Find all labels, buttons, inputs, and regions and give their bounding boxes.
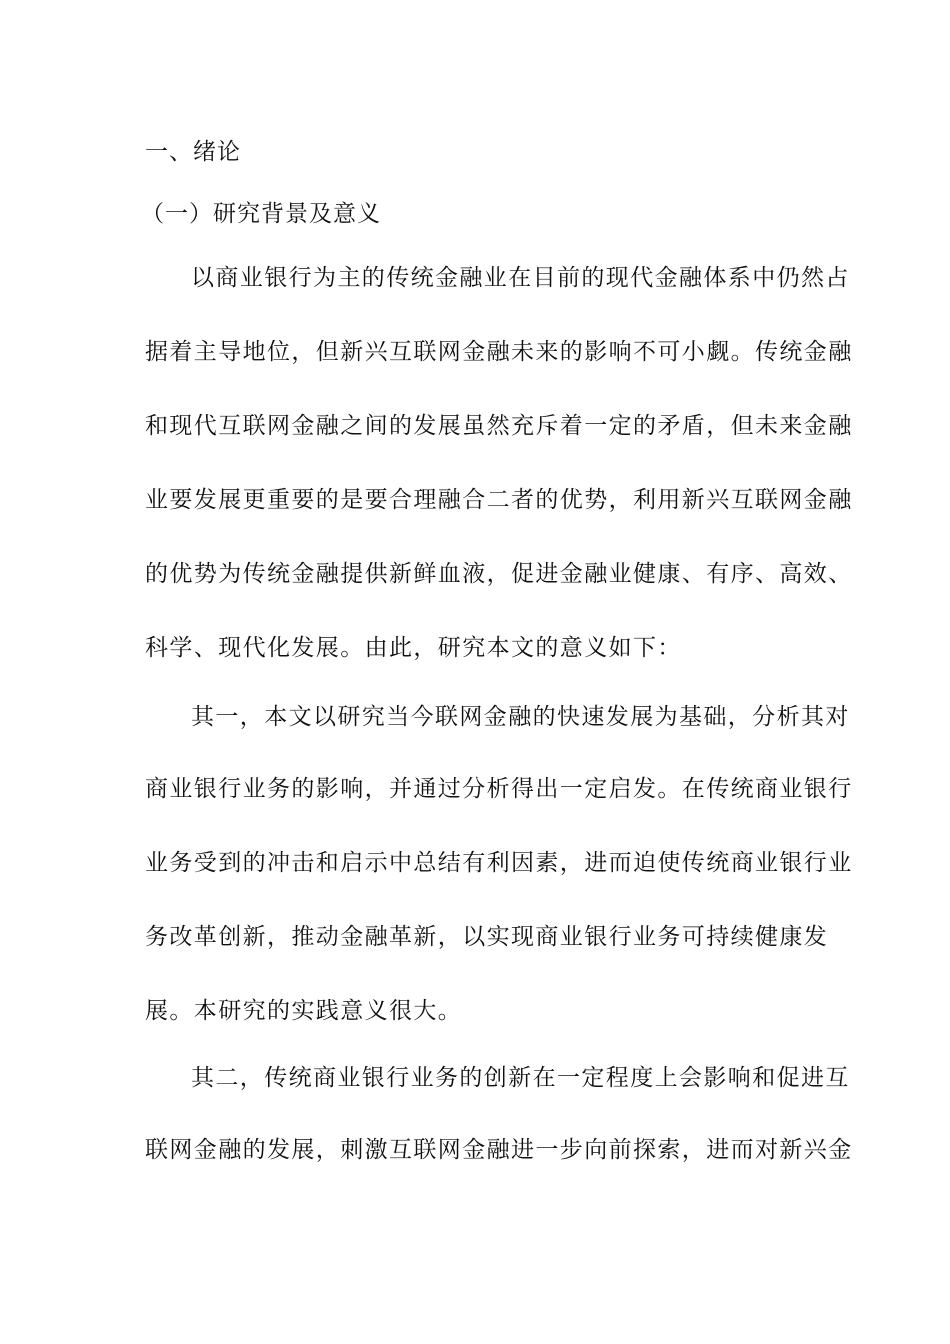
paragraph-line: 务改革创新，推动金融革新，以实现商业银行业务可持续健康发 [145,924,829,950]
paragraph-line: 商业银行业务的影响，并通过分析得出一定启发。在传统商业银行 [145,776,853,802]
paragraph-line: 业要发展更重要的是要合理融合二者的优势，利用新兴互联网金融 [145,487,853,513]
paragraph-line: 据着主导地位，但新兴互联网金融未来的影响不可小觑。传统金融 [145,339,853,365]
paragraph-line: 其一，本文以研究当今联网金融的快速发展为基础，分析其对 [191,704,850,730]
paragraph-line: 以商业银行为主的传统金融业在目前的现代金融体系中仍然占 [191,265,850,291]
paragraph-line: 展。本研究的实践意义很大。 [145,998,463,1024]
paragraph-line: 的优势为传统金融提供新鲜血液，促进金融业健康、有序、高效、 [145,561,853,587]
subsection-heading: （一）研究背景及意义 [141,201,381,227]
paragraph-line: 其二，传统商业银行业务的创新在一定程度上会影响和促进互 [191,1065,850,1091]
section-heading: 一、绪论 [145,139,241,165]
paragraph-line: 科学、现代化发展。由此，研究本文的意义如下： [145,635,682,661]
paragraph-line: 联网金融的发展，刺激互联网金融进一步向前探索，进而对新兴金 [145,1137,853,1163]
paragraph-line: 和现代互联网金融之间的发展虽然充斥着一定的矛盾，但未来金融 [145,413,853,439]
paragraph-line: 业务受到的冲击和启示中总结有利因素，进而迫使传统商业银行业 [145,850,853,876]
